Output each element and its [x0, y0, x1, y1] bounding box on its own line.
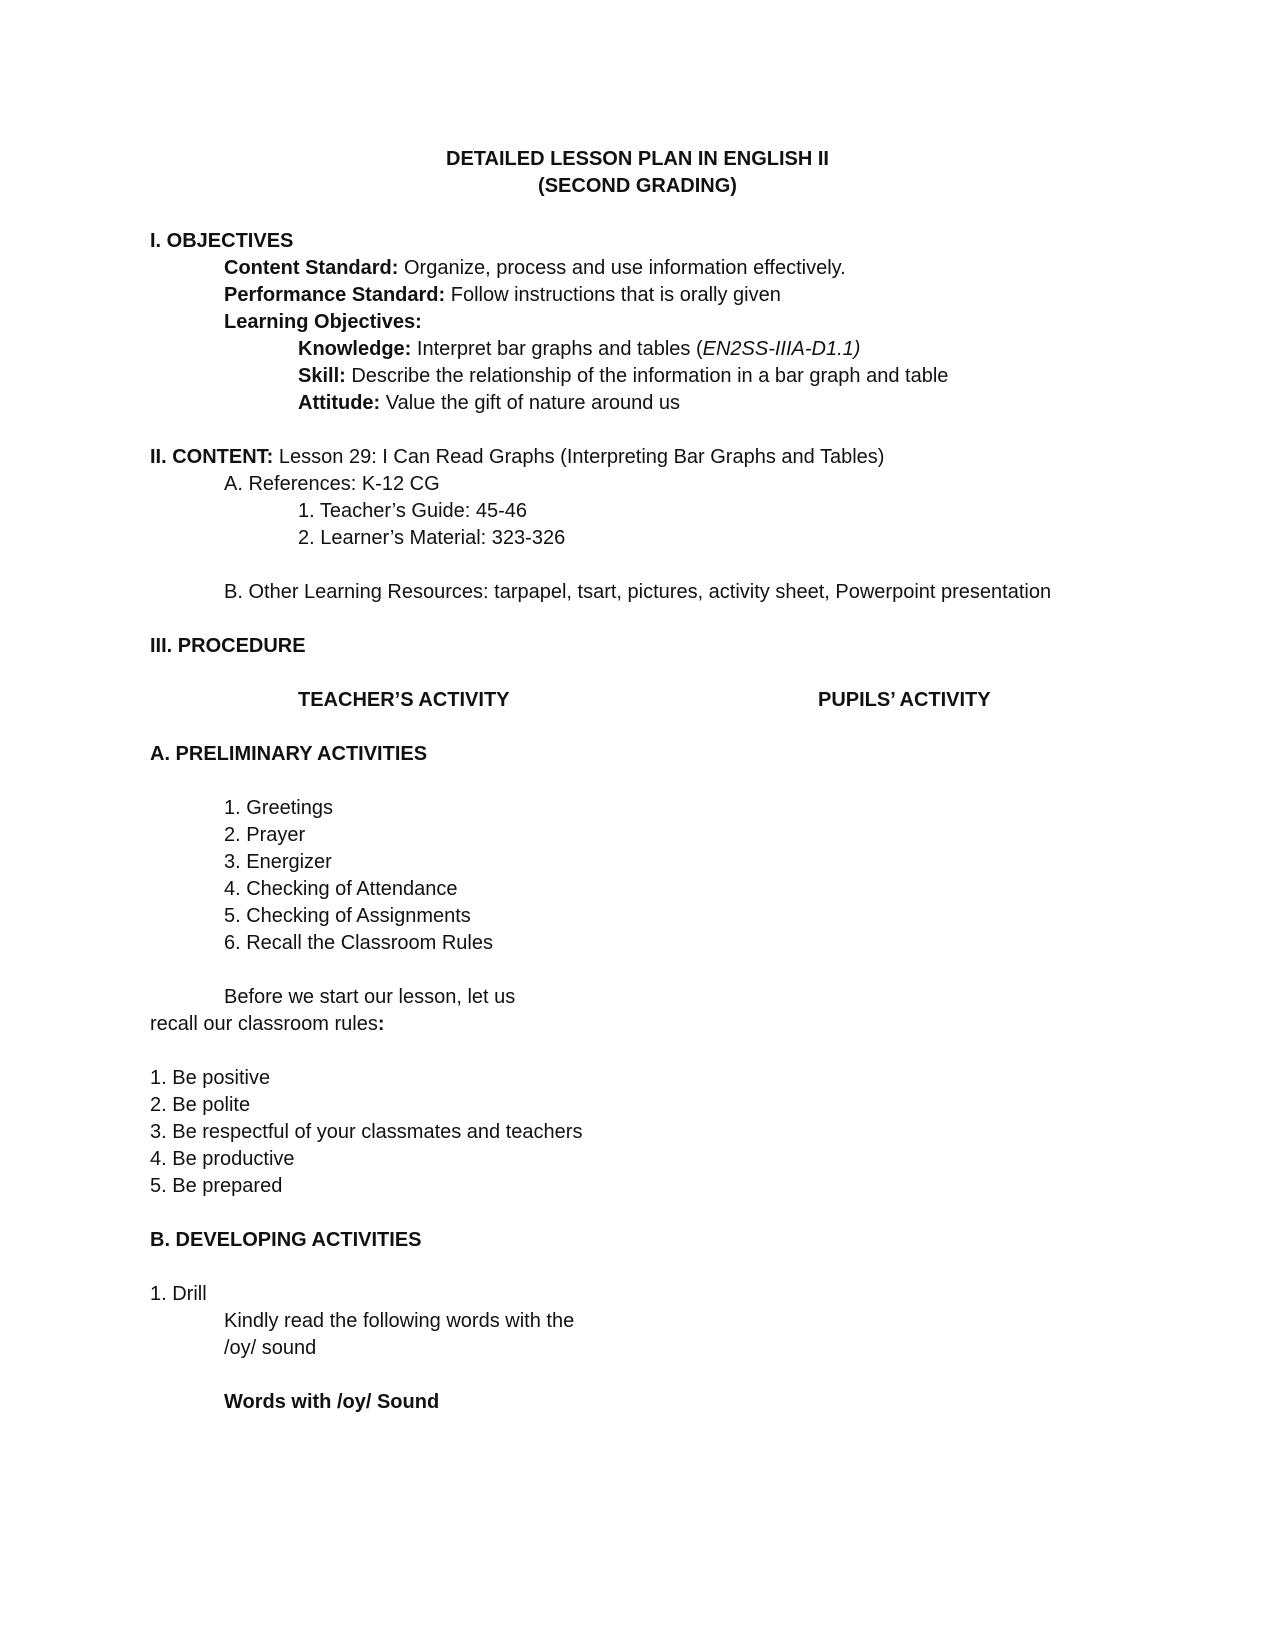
knowledge-text: Interpret bar graphs and tables (	[411, 338, 703, 360]
procedure-heading: III. PROCEDURE	[150, 635, 306, 657]
learning-objectives-label: Learning Objectives:	[224, 311, 422, 333]
drill-instruction-line1: Kindly read the following words with the	[224, 1310, 575, 1332]
performance-standard-text: Follow instructions that is orally given	[445, 284, 781, 306]
content-standard	[224, 255, 846, 281]
words-heading: Words with /oy/ Sound	[224, 1391, 440, 1413]
knowledge-code: EN2SS-IIIA-D1.1)	[702, 338, 861, 360]
rules-intro-line2	[150, 1011, 385, 1037]
skill-objective	[298, 363, 948, 389]
content-standard-text: Organize, process and use information effectively.	[398, 257, 846, 279]
rules-intro-colon: :	[377, 1013, 385, 1035]
content-lesson-text: Lesson 29: I Can Read Graphs (Interpreting Bar Graphs and Tables)	[273, 446, 885, 468]
developing-heading: B. DEVELOPING ACTIVITIES	[150, 1229, 422, 1251]
attitude-text: Value the gift of nature around us	[380, 392, 681, 414]
list-item: 4. Checking of Attendance	[224, 878, 458, 900]
rule-item: 5. Be prepared	[150, 1175, 283, 1197]
rule-item: 4. Be productive	[150, 1148, 295, 1170]
learners-material-ref: 2. Learner’s Material: 323-326	[298, 527, 566, 549]
list-item: 6. Recall the Classroom Rules	[224, 932, 493, 954]
list-item: 2. Prayer	[224, 824, 306, 846]
rules-intro-line1: Before we start our lesson, let us	[224, 986, 516, 1008]
rules-intro-text: recall our classroom rules	[150, 1013, 378, 1035]
attitude-objective	[298, 390, 680, 416]
teachers-guide-ref: 1. Teacher’s Guide: 45-46	[298, 500, 528, 522]
content-section	[150, 444, 884, 470]
references: A. References: K-12 CG	[224, 473, 440, 495]
skill-label: Skill:	[298, 365, 346, 387]
list-item: 3. Energizer	[224, 851, 332, 873]
performance-standard	[224, 282, 781, 308]
other-resources: B. Other Learning Resources: tarpapel, tsart, pictures, activity sheet, Powerpoint presentation	[224, 581, 1052, 603]
drill-instruction-line2: /oy/ sound	[224, 1337, 317, 1359]
knowledge-label: Knowledge:	[298, 338, 412, 360]
rule-item: 3. Be respectful of your classmates and teachers	[150, 1121, 583, 1143]
document-subtitle: (SECOND GRADING)	[538, 175, 737, 197]
drill-item: 1. Drill	[150, 1283, 207, 1305]
objectives-heading: I. OBJECTIVES	[150, 230, 294, 252]
list-item: 5. Checking of Assignments	[224, 905, 471, 927]
content-standard-label: Content Standard:	[224, 257, 399, 279]
content-heading: II. CONTENT:	[150, 446, 274, 468]
document-title: DETAILED LESSON PLAN IN ENGLISH II	[446, 148, 829, 170]
list-item: 1. Greetings	[224, 797, 333, 819]
attitude-label: Attitude:	[298, 392, 381, 414]
preliminary-heading: A. PRELIMINARY ACTIVITIES	[150, 743, 428, 765]
knowledge-objective	[298, 336, 860, 362]
rule-item: 2. Be polite	[150, 1094, 251, 1116]
performance-standard-label: Performance Standard:	[224, 284, 446, 306]
pupils-activity-heading: PUPILS’ ACTIVITY	[818, 689, 991, 711]
teachers-activity-heading: TEACHER’S ACTIVITY	[298, 689, 510, 711]
rule-item: 1. Be positive	[150, 1067, 271, 1089]
skill-text: Describe the relationship of the information in a bar graph and table	[345, 365, 949, 387]
